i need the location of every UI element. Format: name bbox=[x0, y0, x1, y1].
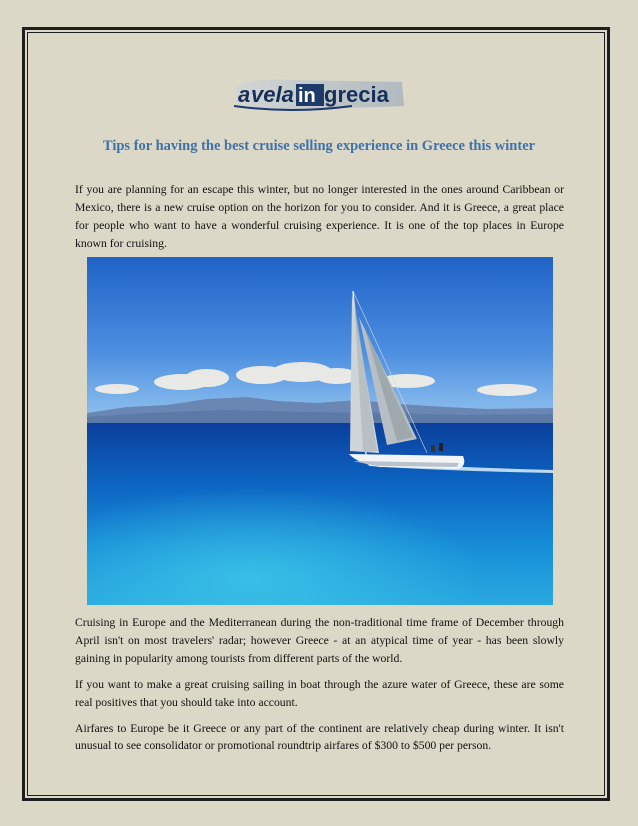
svg-text:a: a bbox=[238, 82, 251, 107]
svg-text:vela: vela bbox=[251, 82, 294, 107]
avelaingrecia-logo bbox=[232, 76, 408, 112]
body-paragraph: Airfares to Europe be it Greece or any part of the continent are relatively cheap during winter. It isn't unusual to see consolidator or promotional roundtrip airfares of $300 to $500 per person. bbox=[75, 721, 564, 753]
body-paragraph: Cruising in Europe and the Mediterranean during the non-traditional time frame of December through April isn't on most travelers' radar; however Greece - at an atypical time of year - has been slowly gaining in popularity among tourists from different parts of the world. bbox=[75, 616, 564, 665]
article-title: Tips for having the best cruise selling experience in Greece this winter bbox=[102, 138, 536, 154]
article-intro bbox=[75, 181, 564, 253]
svg-text:grecia: grecia bbox=[324, 82, 389, 107]
intro-paragraph: If you are planning for an escape this winter, but no longer interested in the ones around Caribbean or Mexico, there is a new cruise option on the horizon for you to consider. And it is Greece, a great place for people who want to have a wonderful cruising experience. It is one of the top places in Europe known for cruising. bbox=[75, 183, 564, 250]
svg-text:in: in bbox=[298, 85, 316, 107]
article-body bbox=[75, 614, 564, 763]
sailboat-photo bbox=[87, 257, 553, 605]
body-paragraph: If you want to make a great cruising sailing in boat through the azure water of Greece, these are some real positives that you should take into account. bbox=[75, 677, 564, 709]
